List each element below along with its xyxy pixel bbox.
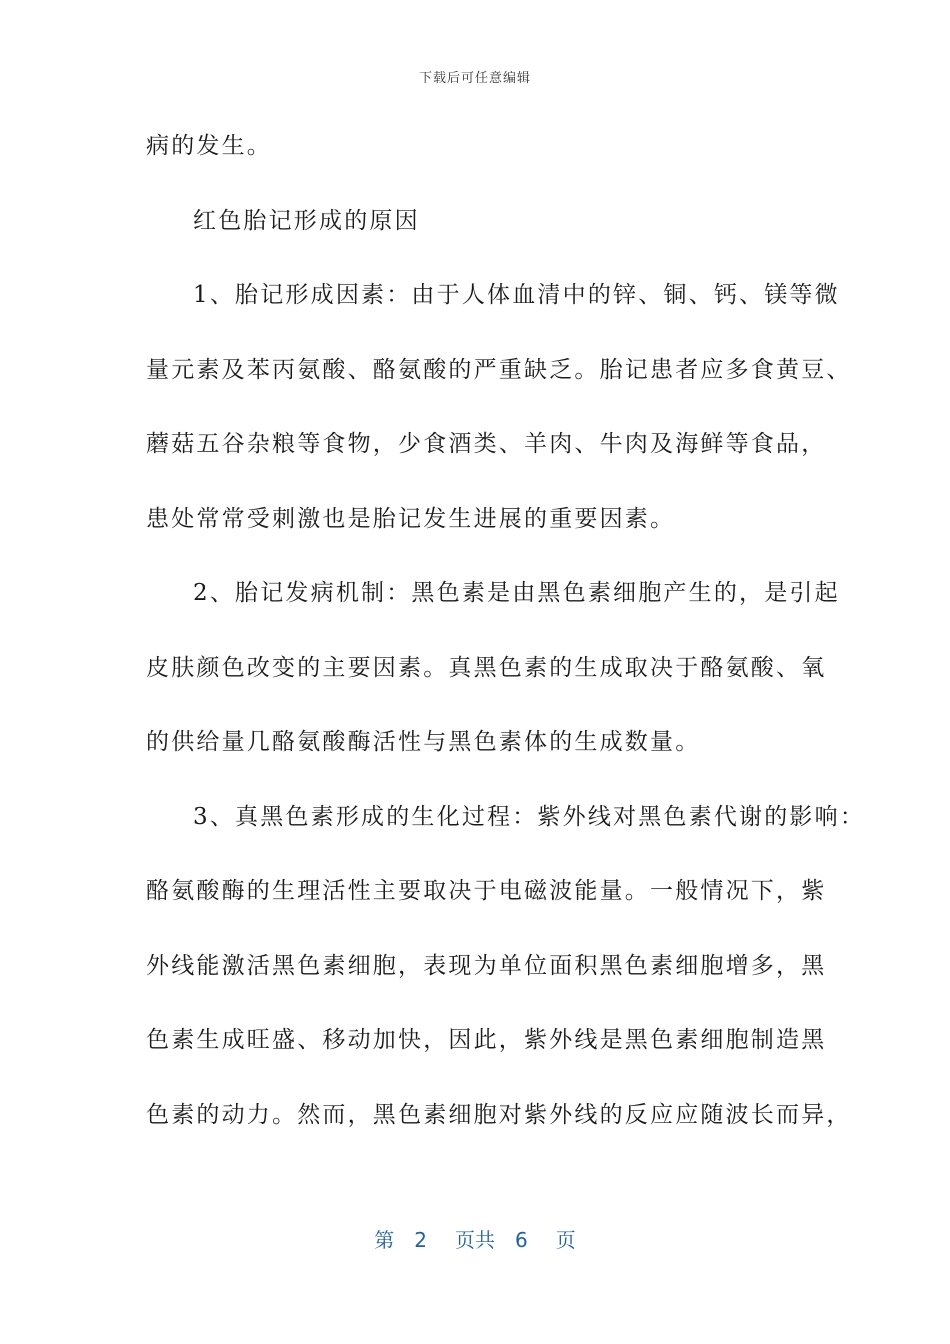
paragraph-line: 色素的动力。然而，黑色素细胞对紫外线的反应应随波长而异，	[146, 1101, 852, 1128]
section-heading: 红色胎记形成的原因	[193, 207, 420, 234]
paragraph-line: 2、胎记发病机制：黑色素是由黑色素细胞产生的，是引起	[193, 580, 840, 606]
paragraph-line: 酪氨酸酶的生理活性主要取决于电磁波能量。一般情况下，紫	[146, 878, 827, 904]
paragraph-line: 患处常常受刺激也是胎记发生进展的重要因素。	[146, 505, 676, 532]
body-text	[146, 126, 866, 1169]
footer-middle: 页共	[455, 1228, 495, 1252]
header-note: 下载后可任意编辑	[418, 71, 531, 86]
current-page-number: 2	[414, 1228, 427, 1252]
paragraph-line: 3、真黑色素形成的生化过程：紫外线对黑色素代谢的影响：	[193, 803, 866, 830]
page-footer	[0, 1224, 950, 1253]
paragraph-line: 病的发生。	[146, 133, 272, 159]
total-pages-number: 6	[515, 1228, 528, 1252]
paragraph-line: 外线能激活黑色素细胞，表现为单位面积黑色素细胞增多，黑	[146, 952, 827, 979]
footer-suffix: 页	[555, 1228, 576, 1252]
paragraph-line: 蘑菇五谷杂粮等食物，少食酒类、羊肉、牛肉及海鲜等食品，	[146, 431, 827, 457]
paragraph-line: 量元素及苯丙氨酸、酪氨酸的严重缺乏。胎记患者应多食黄豆、	[146, 356, 852, 383]
paragraph-line: 的供给量几酪氨酸酶活性与黑色素体的生成数量。	[146, 729, 701, 755]
footer-prefix: 第	[374, 1228, 395, 1252]
paragraph-line: 1、胎记形成因素：由于人体血清中的锌、铜、钙、镁等微	[193, 282, 840, 308]
paragraph-line: 皮肤颜色改变的主要因素。真黑色素的生成取决于酪氨酸、氧	[146, 654, 827, 681]
paragraph-line: 色素生成旺盛、移动加快，因此，紫外线是黑色素细胞制造黑	[146, 1027, 827, 1053]
